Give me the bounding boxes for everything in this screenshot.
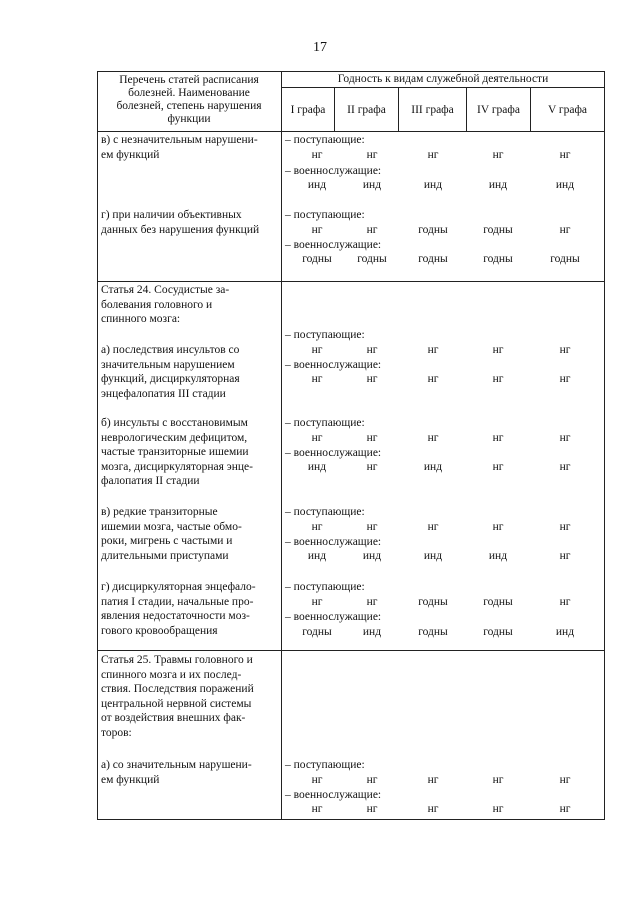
entrants-label: – поступающие: <box>285 209 365 221</box>
military-label: – военнослужащие: <box>285 359 382 371</box>
entrants-label: – поступающие: <box>285 329 365 341</box>
grade: нг <box>427 521 439 533</box>
grade: нг <box>559 521 571 533</box>
grade: нг <box>492 373 504 385</box>
grade: нг <box>492 803 504 815</box>
grade: нг <box>559 596 571 608</box>
grade: нг <box>559 224 571 236</box>
header-graf-5: V графа <box>547 104 588 116</box>
grade: нг <box>366 596 378 608</box>
grade: инд <box>307 179 327 191</box>
grade: годны <box>418 626 448 638</box>
grade: нг <box>311 774 323 786</box>
grade: нг <box>427 432 439 444</box>
grade: нг <box>427 803 439 815</box>
table-border-top <box>97 71 605 72</box>
condition-text: в) с незначительным нарушени- ем функций <box>101 134 258 161</box>
grade: нг <box>559 550 571 562</box>
grade: инд <box>423 550 443 562</box>
grade: инд <box>488 179 508 191</box>
grade: нг <box>559 803 571 815</box>
grade: нг <box>311 149 323 161</box>
header-subline <box>282 87 604 88</box>
table-border-right <box>604 71 605 820</box>
header-bottom-line <box>97 131 605 132</box>
grade: нг <box>366 774 378 786</box>
military-label: – военнослужащие: <box>285 447 382 459</box>
entrants-label: – поступающие: <box>285 417 365 429</box>
grade: нг <box>427 149 439 161</box>
military-label: – военнослужащие: <box>285 239 382 251</box>
grade: инд <box>362 179 382 191</box>
grade: годны <box>302 253 332 265</box>
grade: нг <box>492 521 504 533</box>
grade: инд <box>555 626 575 638</box>
grade: нг <box>492 432 504 444</box>
grade: инд <box>362 550 382 562</box>
header-graf-2: II графа <box>347 104 386 116</box>
grade: инд <box>423 179 443 191</box>
section-divider <box>97 650 605 651</box>
condition-text: в) редкие транзиторные ишемии мозга, частые обмо- роки, мигрень с частыми и длительными приступами <box>101 506 242 562</box>
condition-text: г) дисциркуляторная энцефало- патия I стадии, начальные про- явления недостаточности моз- гового кровообращения <box>101 581 256 637</box>
header-graf-3: III графа <box>411 104 454 116</box>
grade: годны <box>418 596 448 608</box>
grade: инд <box>307 461 327 473</box>
fitness-table <box>97 71 605 820</box>
grade: годны <box>418 253 448 265</box>
military-label: – военнослужащие: <box>285 611 382 623</box>
condition-text: б) инсульты с восстановимым неврологическим дефицитом, частые транзиторные ишемии мозга, дисциркуляторная энце- фалопатия II стадии <box>101 417 253 488</box>
grade: инд <box>555 179 575 191</box>
grade: нг <box>366 224 378 236</box>
grade: нг <box>492 774 504 786</box>
condition-text: г) при наличии объективных данных без нарушения функций <box>101 209 260 236</box>
grade: нг <box>311 373 323 385</box>
entrants-label: – поступающие: <box>285 759 365 771</box>
grade: нг <box>366 461 378 473</box>
grade: годны <box>483 596 513 608</box>
grade: инд <box>307 550 327 562</box>
grade: нг <box>559 432 571 444</box>
grade: нг <box>427 344 439 356</box>
grade: нг <box>366 803 378 815</box>
grade: инд <box>423 461 443 473</box>
grade: нг <box>311 803 323 815</box>
grade: нг <box>311 344 323 356</box>
grade: инд <box>362 626 382 638</box>
grade: годны <box>483 253 513 265</box>
grade: нг <box>492 461 504 473</box>
section-divider <box>97 281 605 282</box>
grade: годны <box>302 626 332 638</box>
entrants-label: – поступающие: <box>285 506 365 518</box>
article-heading: Статья 24. Сосудистые за- болевания головного и спинного мозга: <box>101 284 230 326</box>
entrants-label: – поступающие: <box>285 134 365 146</box>
grade: нг <box>311 596 323 608</box>
grade: нг <box>366 432 378 444</box>
grade: годны <box>418 224 448 236</box>
grade: нг <box>559 149 571 161</box>
condition-text: а) последствия инсультов со значительным нарушением функций, дисциркуляторная энцефалопатия III стадии <box>101 344 240 400</box>
grade: нг <box>366 521 378 533</box>
grade: годны <box>483 224 513 236</box>
entrants-label: – поступающие: <box>285 581 365 593</box>
grade: годны <box>483 626 513 638</box>
table-border-left <box>97 71 98 820</box>
grade: нг <box>366 373 378 385</box>
military-label: – военнослужащие: <box>285 165 382 177</box>
grade: годны <box>357 253 387 265</box>
grade: инд <box>488 550 508 562</box>
grade: нг <box>427 373 439 385</box>
grade: нг <box>311 224 323 236</box>
grade: нг <box>492 344 504 356</box>
grade: годны <box>550 253 580 265</box>
grade: нг <box>492 149 504 161</box>
grade: нг <box>427 774 439 786</box>
grade: нг <box>559 461 571 473</box>
grade: нг <box>366 344 378 356</box>
header-graf-1: I графа <box>290 104 326 116</box>
article-heading: Статья 25. Травмы головного и спинного мозга и их послед- ствия. Последствия поражений центральной нервной системы от воздействия внешних фак- торов: <box>101 654 254 739</box>
header-fitness: Годность к видам служебной деятельности <box>337 73 549 85</box>
military-label: – военнослужащие: <box>285 536 382 548</box>
grade: нг <box>559 344 571 356</box>
military-label: – военнослужащие: <box>285 789 382 801</box>
table-border-bottom <box>97 819 605 820</box>
grade: нг <box>559 373 571 385</box>
page-number: 17 <box>313 40 327 55</box>
header-col1: Перечень статей расписания болезней. Наименование болезней, степень нарушения функции <box>116 74 262 125</box>
grade: нг <box>311 432 323 444</box>
grade: нг <box>311 521 323 533</box>
header-graf-4: IV графа <box>477 104 520 116</box>
grade: нг <box>366 149 378 161</box>
condition-text: а) со значительным нарушени- ем функций <box>101 759 252 786</box>
grade: нг <box>559 774 571 786</box>
